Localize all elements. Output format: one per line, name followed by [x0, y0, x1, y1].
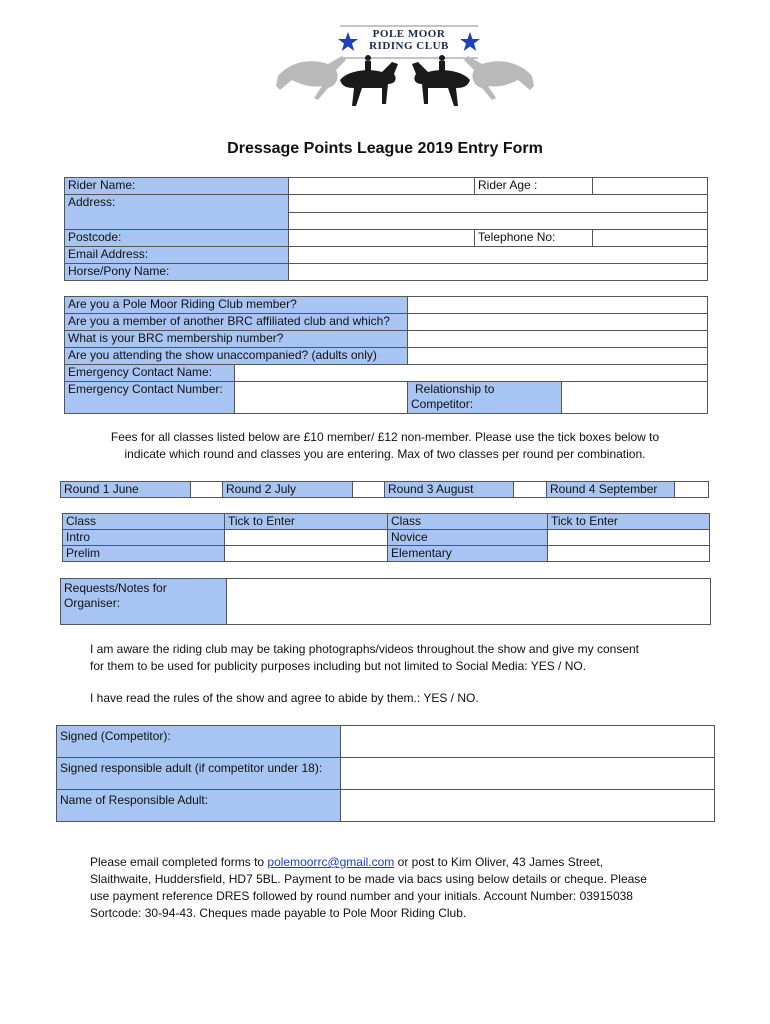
consent-paragraph: [90, 641, 730, 675]
q-unaccompanied: Are you attending the show unaccompanied? (adults only): [65, 348, 408, 365]
class-header-left: Class: [63, 514, 225, 530]
emergency-number-label: Emergency Contact Number:: [65, 382, 235, 414]
rounds-table: [60, 481, 709, 498]
class-novice-tick[interactable]: [548, 530, 710, 546]
logo-line2: RIDING CLUB: [369, 40, 449, 52]
class-intro: Intro: [63, 530, 225, 546]
q-unaccompanied-field[interactable]: [408, 348, 708, 365]
instructions-line4: Sortcode: 30-94-43. Cheques made payable to Pole Moor Riding Club.: [90, 906, 467, 920]
class-elementary-tick[interactable]: [548, 546, 710, 562]
round-2-tick[interactable]: [353, 482, 385, 498]
address-field-2[interactable]: [289, 212, 708, 230]
round-2-label: Round 2 July: [223, 482, 353, 498]
rider-age-label: Rider Age :: [475, 178, 593, 195]
q-pole-moor-member: Are you a Pole Moor Riding Club member?: [65, 297, 408, 314]
instructions-line1: [90, 854, 730, 871]
signed-competitor-label: Signed (Competitor):: [57, 726, 341, 758]
form-title: Dressage Points League 2019 Entry Form: [227, 140, 543, 157]
telephone-field[interactable]: [593, 230, 708, 247]
fees-line2: indicate which round and classes you are entering. Max of two classes per round per combination.: [124, 447, 646, 461]
class-prelim: Prelim: [63, 546, 225, 562]
instructions-line2: Slaithwaite, Huddersfield, HD7 5BL. Payment to be made via bacs using below details or cheque. Please: [90, 872, 647, 886]
notes-field[interactable]: [227, 579, 711, 625]
instructions-post: or post to Kim Oliver, 43 James Street,: [394, 855, 604, 869]
rider-age-field[interactable]: [593, 178, 708, 195]
adult-name-field[interactable]: [341, 790, 715, 822]
signature-table: [56, 725, 715, 822]
consent-line1: I am aware the riding club may be taking photographs/videos throughout the show and give my consent: [90, 642, 639, 656]
relationship-label-line2: Competitor:: [411, 397, 474, 411]
class-novice: Novice: [388, 530, 548, 546]
notes-table: [60, 578, 711, 625]
q-other-club: Are you a member of another BRC affiliated club and which?: [65, 314, 408, 331]
relationship-field[interactable]: [562, 382, 708, 414]
adult-name-label: Name of Responsible Adult:: [57, 790, 341, 822]
relationship-label: [408, 382, 562, 414]
round-3-tick[interactable]: [514, 482, 547, 498]
email-label: Email Address:: [65, 247, 289, 264]
q-brc-number: What is your BRC membership number?: [65, 331, 408, 348]
emergency-name-field[interactable]: [235, 365, 708, 382]
instructions-line3: use payment reference DRES followed by round number and your initials. Account Number: 03915038: [90, 889, 633, 903]
classes-table: [62, 513, 710, 562]
signed-adult-field[interactable]: [341, 758, 715, 790]
fees-line1: Fees for all classes listed below are £10 member/ £12 non-member. Please use the tick boxes below to: [110, 430, 660, 444]
horse-name-field[interactable]: [289, 264, 708, 281]
class-prelim-tick[interactable]: [225, 546, 388, 562]
relationship-label-line1: Relationship to: [415, 382, 495, 396]
rules-agreement: I have read the rules of the show and agree to abide by them.: YES / NO.: [90, 691, 479, 705]
round-4-tick[interactable]: [675, 482, 709, 498]
rider-details-table: [64, 177, 708, 281]
round-3-label: Round 3 August: [385, 482, 514, 498]
class-intro-tick[interactable]: [225, 530, 388, 546]
tick-header-left: Tick to Enter: [225, 514, 388, 530]
q-other-club-field[interactable]: [408, 314, 708, 331]
address-field-1[interactable]: [289, 195, 708, 213]
notes-label-line1: Requests/Notes for: [64, 581, 167, 595]
logo-line1: POLE MOOR: [372, 28, 446, 40]
consent-line2: for them to be used for publicity purposes including but not limited to Social Media: YES / NO.: [90, 659, 587, 673]
class-header-right: Class: [388, 514, 548, 530]
horse-name-label: Horse/Pony Name:: [65, 264, 289, 281]
q-pole-moor-member-field[interactable]: [408, 297, 708, 314]
rider-name-field[interactable]: [289, 178, 475, 195]
q-brc-number-field[interactable]: [408, 331, 708, 348]
email-link[interactable]: polemoorrc@gmail.com: [267, 855, 395, 869]
email-field[interactable]: [289, 247, 708, 264]
logo-text: [340, 28, 478, 62]
postcode-label: Postcode:: [65, 230, 289, 247]
notes-label: [61, 579, 227, 625]
instructions-pre: Please email completed forms to: [90, 855, 268, 869]
emergency-name-label: Emergency Contact Name:: [65, 365, 235, 382]
notes-label-line2: Organiser:: [64, 596, 121, 610]
round-4-label: Round 4 September: [547, 482, 675, 498]
telephone-label: Telephone No:: [475, 230, 593, 247]
postcode-field[interactable]: [289, 230, 475, 247]
membership-table: [64, 296, 708, 414]
rider-name-label: Rider Name:: [65, 178, 289, 195]
submission-instructions: [90, 854, 730, 922]
address-label: Address:: [65, 195, 289, 230]
fees-paragraph: [40, 429, 730, 463]
signed-competitor-field[interactable]: [341, 726, 715, 758]
round-1-label: Round 1 June: [61, 482, 191, 498]
emergency-number-field[interactable]: [235, 382, 408, 414]
tick-header-right: Tick to Enter: [548, 514, 710, 530]
signed-adult-label: Signed responsible adult (if competitor under 18):: [57, 758, 341, 790]
round-1-tick[interactable]: [191, 482, 223, 498]
class-elementary: Elementary: [388, 546, 548, 562]
